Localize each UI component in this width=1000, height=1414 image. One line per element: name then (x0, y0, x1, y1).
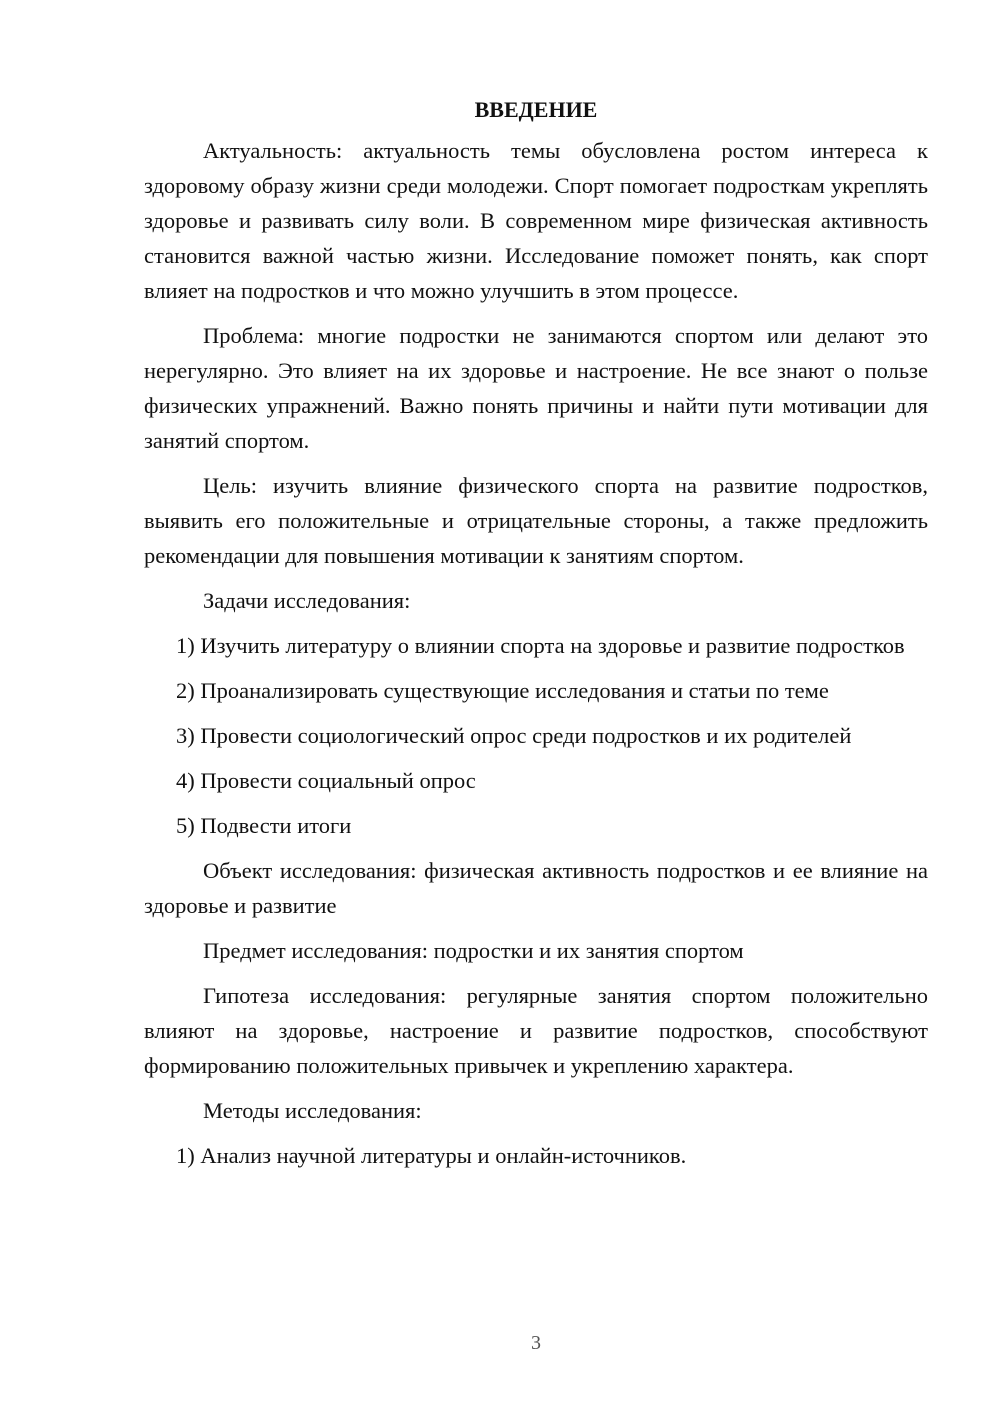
goal-paragraph: Цель: изучить влияние физического спорта на развитие подростков, выявить его положительные и отрицательные стороны, а также предложить рекомендации для повышения мотивации к занятиям спортом. (144, 473, 928, 568)
hypothesis-paragraph: Гипотеза исследования: регулярные занятия спортом положительно влияют на здоровье, настроение и развитие подростков, способствуют формированию положительных привычек и укреплению характера. (144, 983, 928, 1078)
task-item: 4) Провести социальный опрос (176, 768, 476, 793)
problem-paragraph: Проблема: многие подростки не занимаются спортом или делают это нерегулярно. Это влияет на их здоровье и настроение. Не все знают о пользе физических упражнений. Важно понять причины и найти пути мотивации для занятий спортом. (144, 323, 928, 453)
method-item: 1) Анализ научной литературы и онлайн-источников. (176, 1143, 687, 1168)
page-number: 3 (531, 1332, 541, 1354)
document-page (144, 92, 928, 1183)
task-item: 5) Подвести итоги (176, 813, 352, 838)
task-item: 1) Изучить литературу о влиянии спорта на здоровье и развитие подростков (176, 633, 905, 658)
task-item: 3) Провести социологический опрос среди подростков и их родителей (176, 723, 852, 748)
relevance-paragraph: Актуальность: актуальность темы обусловлена ростом интереса к здоровому образу жизни среди молодежи. Спорт помогает подросткам укреплять здоровье и развивать силу воли. В современном мире физическая активность становится важной частью жизни. Исследование поможет понять, как спорт влияет на подростков и что можно улучшить в этом процессе. (144, 138, 928, 303)
document-title: ВВЕДЕНИЕ (474, 97, 598, 122)
subject-paragraph: Предмет исследования: подростки и их занятия спортом (203, 938, 744, 963)
methods-heading: Методы исследования: (203, 1098, 422, 1123)
object-paragraph: Объект исследования: физическая активность подростков и ее влияние на здоровье и развитие (144, 858, 928, 918)
tasks-heading: Задачи исследования: (203, 588, 411, 613)
task-item: 2) Проанализировать существующие исследования и статьи по теме (176, 678, 829, 703)
